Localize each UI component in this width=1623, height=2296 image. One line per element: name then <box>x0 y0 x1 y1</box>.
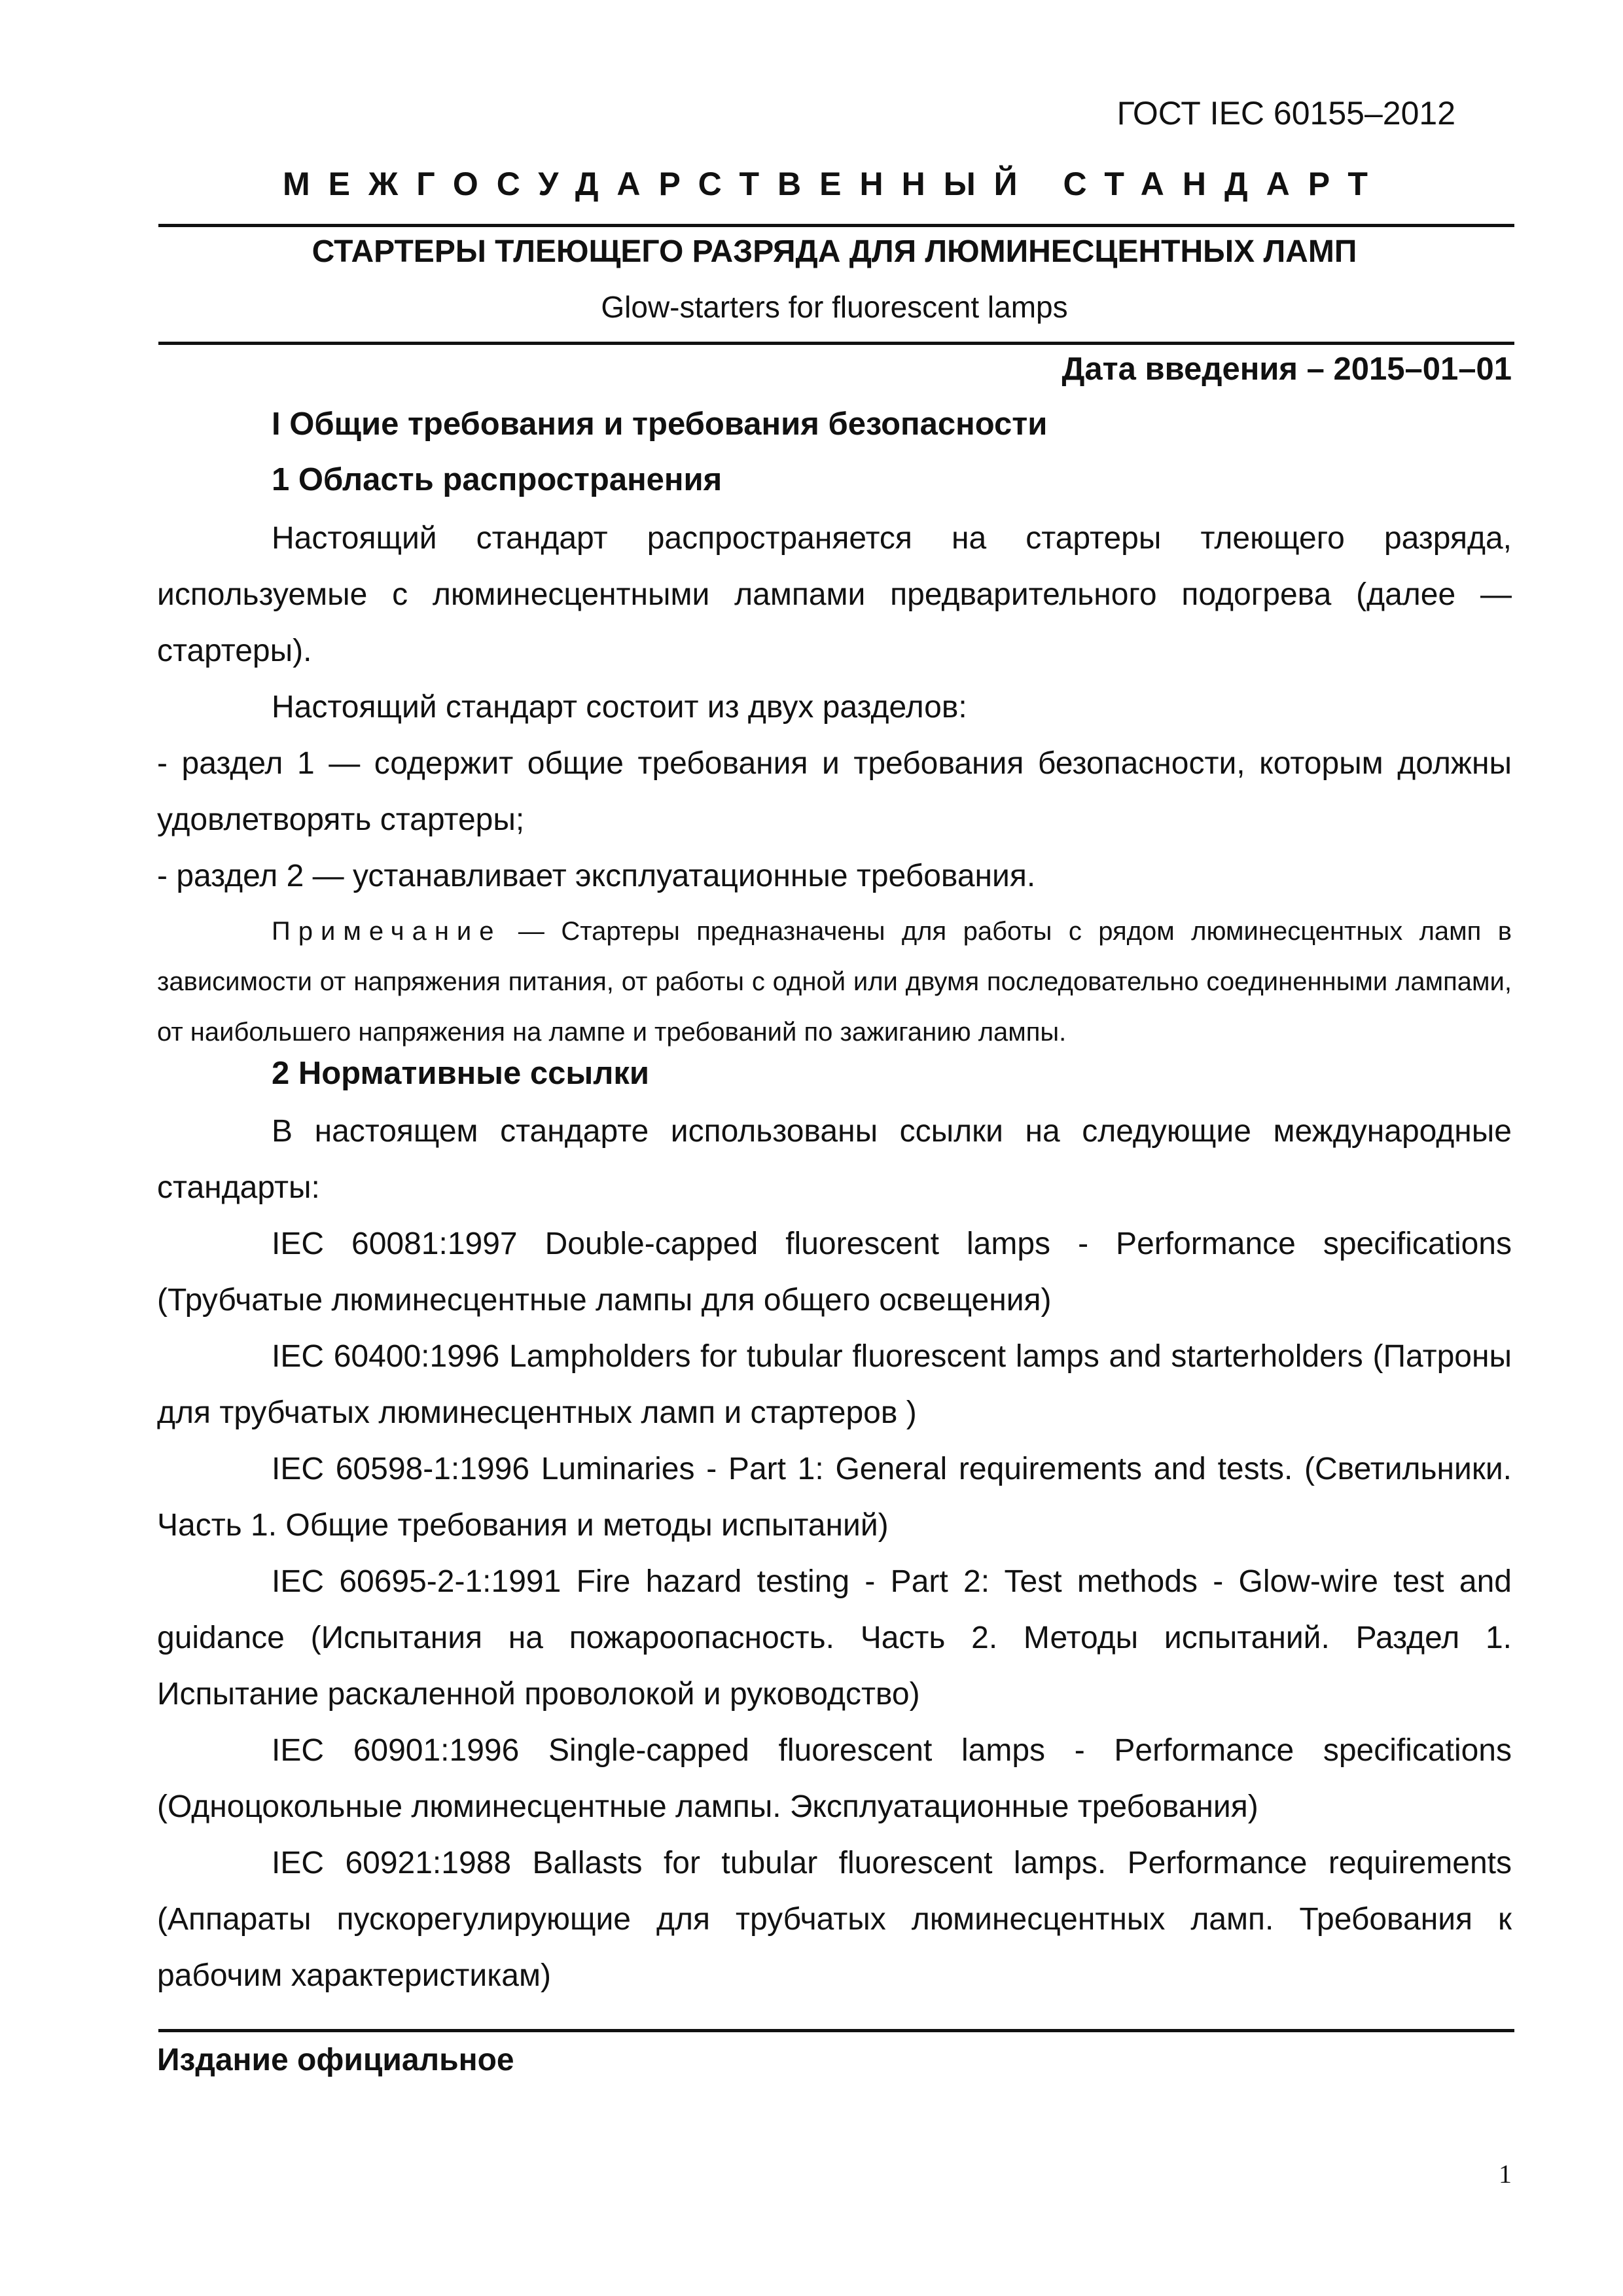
header-rule-bottom <box>158 342 1514 345</box>
reference-item <box>157 1835 1512 2004</box>
paragraph-text: Настоящий стандарт распространяется на стартеры тлеющего разряда, используемые с люминесцентными лампами предварительного подогрева (далее — стартеры). <box>157 521 1512 668</box>
section-2-heading: 2 Нормативные ссылки <box>272 1056 649 1091</box>
section-1-list-item-2: - раздел 2 — устанавливает эксплуатационные требования. <box>157 859 1036 893</box>
reference-item <box>157 1216 1512 1329</box>
reference-text: IEC 60921:1988 Ballasts for tubular fluorescent lamps. Performance requirements (Аппараты пускорегулирующие для трубчатых люминесцентных ламп. Требования к рабочим характеристикам) <box>157 1846 1512 1993</box>
section-1-note <box>157 906 1512 1058</box>
interstate-standard-label: МЕЖГОСУДАРСТВЕННЫЙ СТАНДАРТ <box>283 166 1386 202</box>
note-text: — Стартеры предназначены для работы с рядом люминесцентных ламп в зависимости от напряжения питания, от работы с одной или двумя последовательно соединенными лампами, от наибольшего напряжения на лампе и требований по зажиганию лампы. <box>157 917 1512 1047</box>
reference-text: IEC 60901:1996 Single-capped fluorescent lamps - Performance specifications (Одноцокольные люминесцентные лампы. Эксплуатационные требования) <box>157 1733 1512 1824</box>
reference-item <box>157 1329 1512 1441</box>
section-2-intro <box>157 1103 1512 1216</box>
section-1-heading: 1 Область распространения <box>272 462 722 497</box>
header-rule-top <box>158 224 1514 227</box>
reference-item <box>157 1441 1512 1554</box>
paragraph-text: Настоящий стандарт состоит из двух разделов: <box>272 690 967 725</box>
reference-text: IEC 60695-2-1:1991 Fire hazard testing - Part 2: Test methods - Glow-wire test and guidance (Испытания на пожароопасность. Часть 2. Методы испытаний. Раздел 1. Испытание раскаленной проволокой и руководство) <box>157 1564 1512 1712</box>
reference-text: IEC 60598-1:1996 Luminaries - Part 1: General requirements and tests. (Светильники. Часть 1. Общие требования и методы испытаний) <box>157 1452 1512 1543</box>
section-1-paragraph-2 <box>157 679 1512 736</box>
reference-item <box>157 1554 1512 1723</box>
note-label: Примечание <box>272 917 502 946</box>
reference-text: IEC 60081:1997 Double-capped fluorescent lamps - Performance specifications (Трубчатые люминесцентные лампы для общего освещения) <box>157 1227 1512 1318</box>
section-1-list-item-1: - раздел 1 — содержит общие требования и требования безопасности, которым должны удовлетворять стартеры; <box>157 746 1512 837</box>
part-heading: I Общие требования и требования безопасности <box>272 406 1048 442</box>
official-edition-label: Издание официальное <box>157 2043 514 2077</box>
section-1-paragraph-1 <box>157 511 1512 679</box>
standard-designation: ГОСТ IEC 60155–2012 <box>1116 95 1455 132</box>
reference-item <box>157 1723 1512 1835</box>
footer-rule <box>158 2029 1514 2032</box>
page-number: 1 <box>1499 2159 1512 2189</box>
reference-text: IEC 60400:1996 Lampholders for tubular fluorescent lamps and starterholders (Патроны для трубчатых люминесцентных ламп и стартеров ) <box>157 1339 1512 1430</box>
title-english: Glow-starters for fluorescent lamps <box>601 290 1068 324</box>
title-russian: СТАРТЕРЫ ТЛЕЮЩЕГО РАЗРЯДА ДЛЯ ЛЮМИНЕСЦЕНТНЫХ ЛАМП <box>312 234 1357 269</box>
paragraph-text: В настоящем стандарте использованы ссылки на следующие международные стандарты: <box>157 1114 1512 1205</box>
date-of-introduction: Дата введения – 2015–01–01 <box>1061 351 1512 387</box>
